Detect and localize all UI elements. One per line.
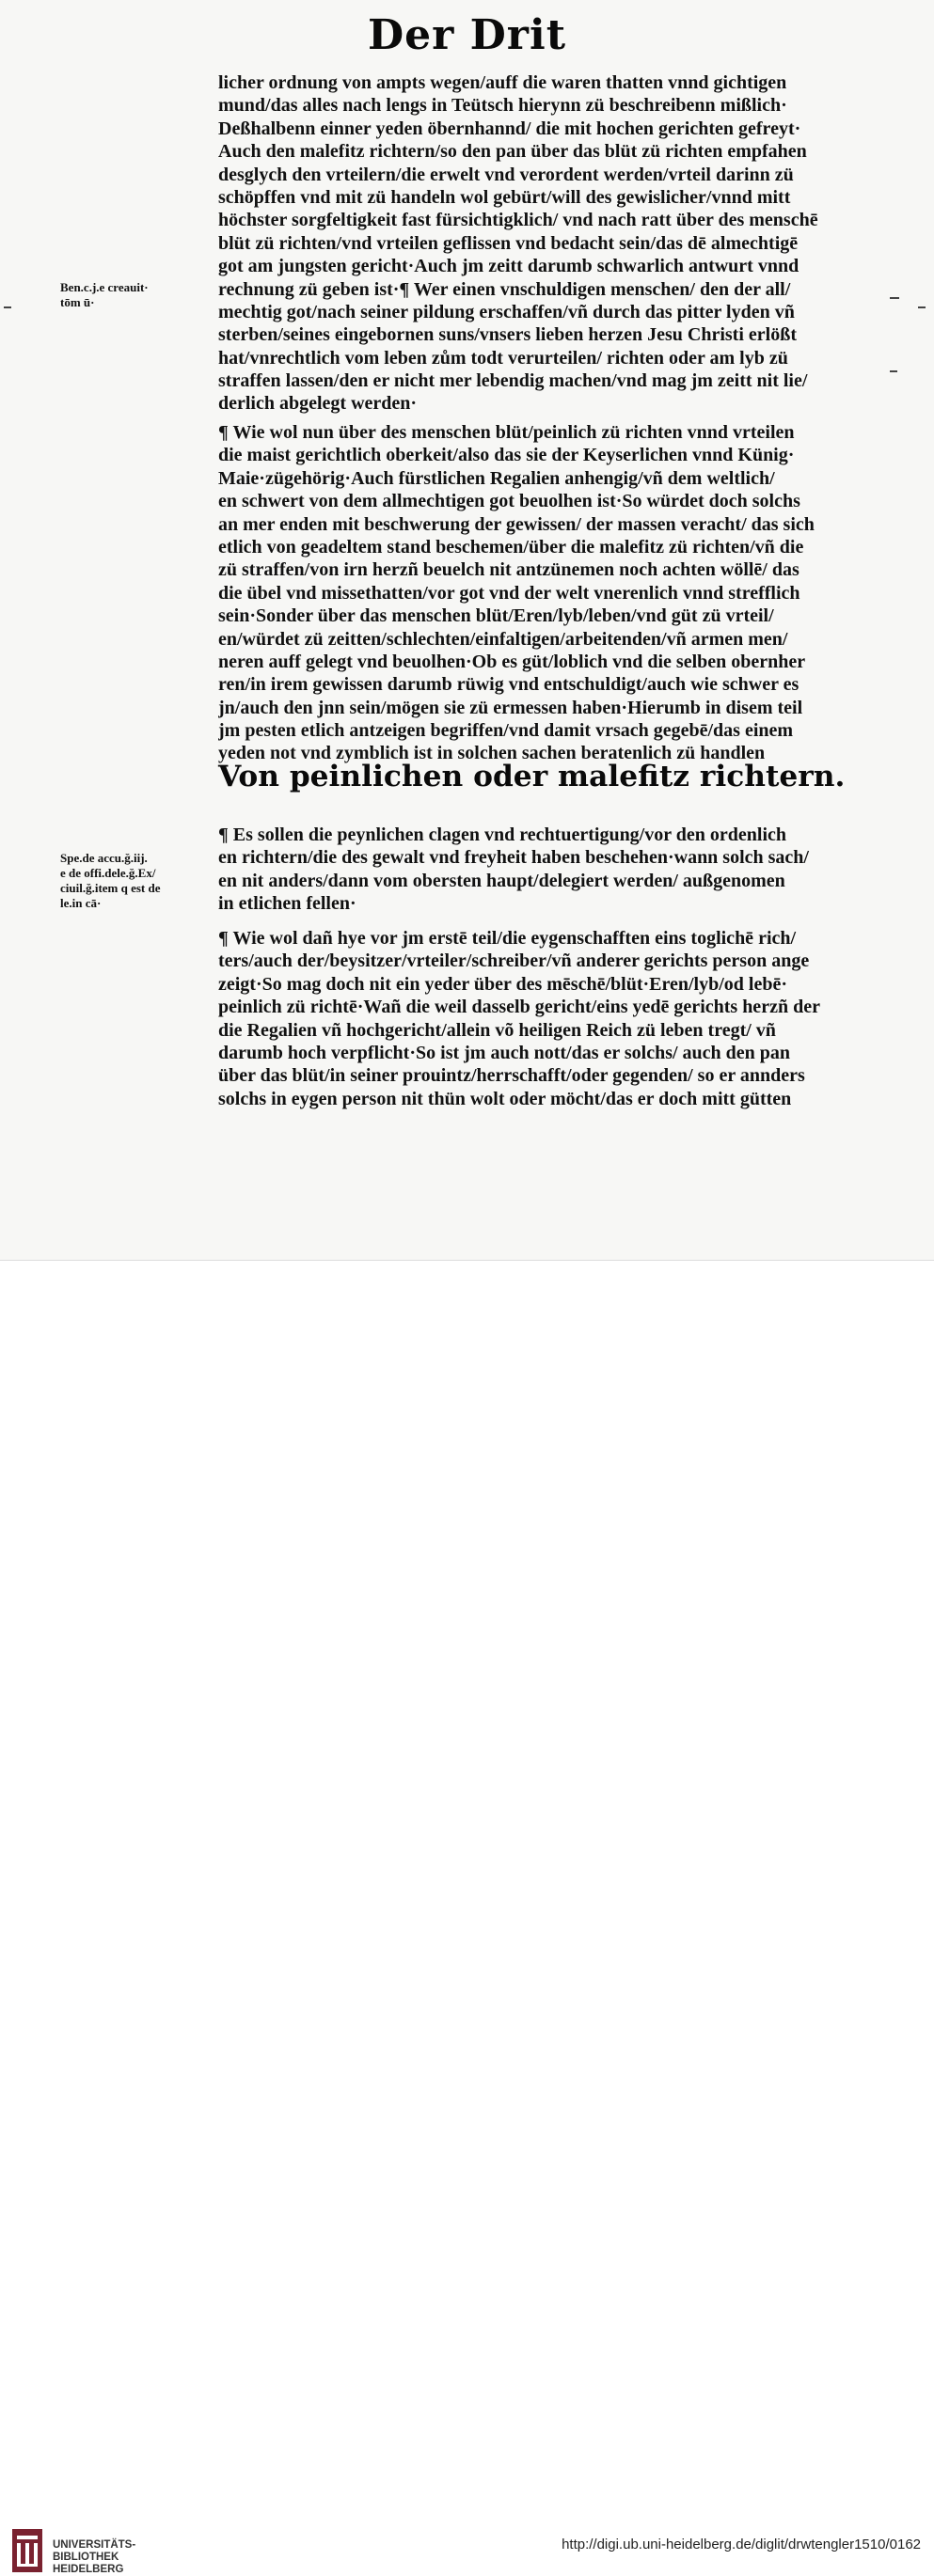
text-line: straffen lassen/den er nicht mer lebendig machen/vnd mag jm zeitt nit lie/ (218, 370, 808, 392)
text-line: sein·Sonder über das menschen blüt/Eren/lyb/leben/vnd güt zü vrteil/ (218, 605, 774, 627)
text-line: hat/vnrechtlich vom leben zům todt verurteilen/ richten oder am lyb zü (218, 347, 788, 369)
note-line: e de offi.dele.ğ.Ex/ (60, 866, 156, 880)
text-line: über das blüt/in seiner prouintz/herrschafft/oder gegenden/ so er annders (218, 1065, 805, 1087)
note-line: le.in cā· (60, 896, 102, 910)
paragraph-4 (218, 927, 858, 1110)
university-seal-icon (11, 2528, 43, 2573)
marginal-note-2 (60, 851, 211, 911)
text-line: jm pesten etlich antzeigen begriffen/vnd damit vrsach gegebē/das einem (218, 720, 794, 742)
margin-tick (890, 370, 897, 372)
text-line: ters/auch der/beysitzer/vrteiler/schreiber/vñ anderer gerichts person ange (218, 950, 810, 972)
text-line: darumb hoch verpflicht·So ist jm auch nott/das er solchs/ auch den pan (218, 1042, 791, 1063)
footer-bar (0, 1260, 934, 2575)
text-line: neren auff gelegt vnd beuolhen·Ob es güt/loblich vnd die selben obernher (218, 651, 806, 672)
note-line: ciuil.ğ.item q est de (60, 881, 161, 895)
text-line: solchs in eygen person nit thün wolt oder möcht/das er doch mitt gütten (218, 1088, 792, 1109)
text-line: zeigt·So mag doch nit ein yeder über des mēschē/blüt·Eren/lyb/od lebē· (218, 973, 788, 995)
text-line: ¶ Es sollen die peynlichen clagen vnd rechtuertigung/vor den ordenlich (218, 825, 786, 845)
note-line: UNIVERSITÄTS- (53, 2539, 136, 2551)
text-line: en richtern/die des gewalt vnd freyheit haben beschehen·wann solch sach/ (218, 847, 809, 869)
text-line: an mer enden mit beschwerung der gewissen/ der massen veracht/ das sich (218, 513, 815, 535)
text-line: ren/in irem gewissen darumb rüwig vnd entschuldigt/auch wie schwer es (218, 674, 799, 696)
text-line: Deßhalbenn einner yeden öbernhannd/ die mit hochen gerichten gefreyt· (218, 118, 801, 139)
text-line: mund/das alles nach lengs in Teütsch hierynn zü beschreibenn mißlich· (218, 95, 787, 117)
text-line: rechnung zü geben ist·¶ Wer einen vnschuldigen menschen/ den der all/ (218, 278, 791, 300)
note-line: tōm ū· (60, 295, 95, 309)
text-line: desglych den vrteilern/die erwelt vnd verordent werden/vrteil darinn zü (218, 164, 794, 185)
text-line: derlich abgelegt werden· (218, 393, 418, 415)
permalink-url[interactable]: http://digi.ub.uni-heidelberg.de/diglit/drwtengler1510/0162 (562, 2537, 921, 2552)
text-line: höchster sorgfeltigkeit fast fürsichtigklich/ vnd nach ratt über des menschē (218, 210, 818, 231)
text-line: zü straffen/von irn herzñ beuelch nit antzünemen noch achten wöllē/ das (218, 559, 799, 581)
text-line: en nit anders/dann vom obersten haupt/delegiert werden/ außgenomen (218, 870, 785, 891)
text-line: en schwert von dem allmechtigen got beuolhen ist·So würdet doch solchs (218, 491, 800, 512)
note-line: Spe.de accu.ğ.iij. (60, 851, 148, 865)
text-line: etlich von geadeltem stand beschemen/über die malefitz zü richten/vñ die (218, 536, 804, 558)
marginal-note-1 (60, 280, 211, 310)
section-heading: Von peinlichen oder malefitz richtern. (218, 760, 846, 793)
text-line: blüt zü richten/vnd vrteilen geflissen vnd bedacht sein/das dē almechtigē (218, 232, 799, 254)
text-line: die maist gerichtlich oberkeit/also das sie der Keyserlichen vnnd Künig· (218, 445, 795, 466)
text-line: Auch den malefitz richtern/so den pan über das blüt zü richten empfahen (218, 141, 807, 163)
paragraph-3 (218, 824, 858, 916)
margin-tick (918, 306, 926, 308)
text-line: sterben/seines eingebornen suns/vnsers lieben herzen Jesu Christi erlößt (218, 324, 797, 346)
text-line: schöpffen vnd mit zü handeln wol gebürt/will des gewislicher/vnnd mitt (218, 186, 791, 208)
page-header: Der Drit (367, 11, 567, 59)
margin-tick (890, 297, 899, 299)
text-line: in etlichen fellen· (218, 893, 356, 915)
note-line: Ben.c.j.e creauit· (60, 280, 149, 294)
margin-tick (4, 306, 11, 308)
text-line: Maie·zügehörig·Auch fürstlichen Regalien anhengig/vñ dem weltlich/ (218, 467, 775, 489)
scanned-page (0, 0, 934, 1260)
text-line: mechtig got/nach seiner pildung erschaffen/vñ durch das pitter lyden vñ (218, 301, 795, 322)
text-line: en/würdet zü zeitten/schlechten/einfaltigen/arbeitenden/vñ armen men/ (218, 628, 788, 650)
text-line: peinlich zü richtē·Wañ die weil dasselb gericht/eins yedē gerichts herzñ der (218, 997, 820, 1018)
text-line: die Regalien vñ hochgericht/allein võ heiligen Reich zü leben tregt/ vñ (218, 1019, 776, 1041)
text-line: ¶ Wie wol dañ hye vor jm erstē teil/die eygenschafften eins toglichē rich/ (218, 928, 797, 949)
paragraph-2 (218, 421, 858, 765)
note-line: BIBLIOTHEK (53, 2552, 119, 2563)
text-line: got am jungsten gericht·Auch jm zeitt darumb schwarlich antwurt vnnd (218, 256, 799, 277)
text-line: yeden not vnd zymblich ist in solchen sachen beratenlich zü handlen (218, 743, 766, 764)
text-line: jn/auch den jnn sein/mögen sie zü ermessen haben·Hierumb in disem teil (218, 697, 803, 718)
note-line: HEIDELBERG (53, 2564, 124, 2575)
text-line: die übel vnd missethatten/vor got vnd der welt vnerenlich vnnd strefflich (218, 582, 800, 604)
text-line: licher ordnung von ampts wegen/auff die waren thatten vnnd gichtigen (218, 72, 787, 93)
text-line: ¶ Wie wol nun über des menschen blüt/peinlich zü richten vnnd vrteilen (218, 422, 795, 443)
paragraph-1 (218, 71, 858, 416)
library-name (53, 2539, 135, 2576)
